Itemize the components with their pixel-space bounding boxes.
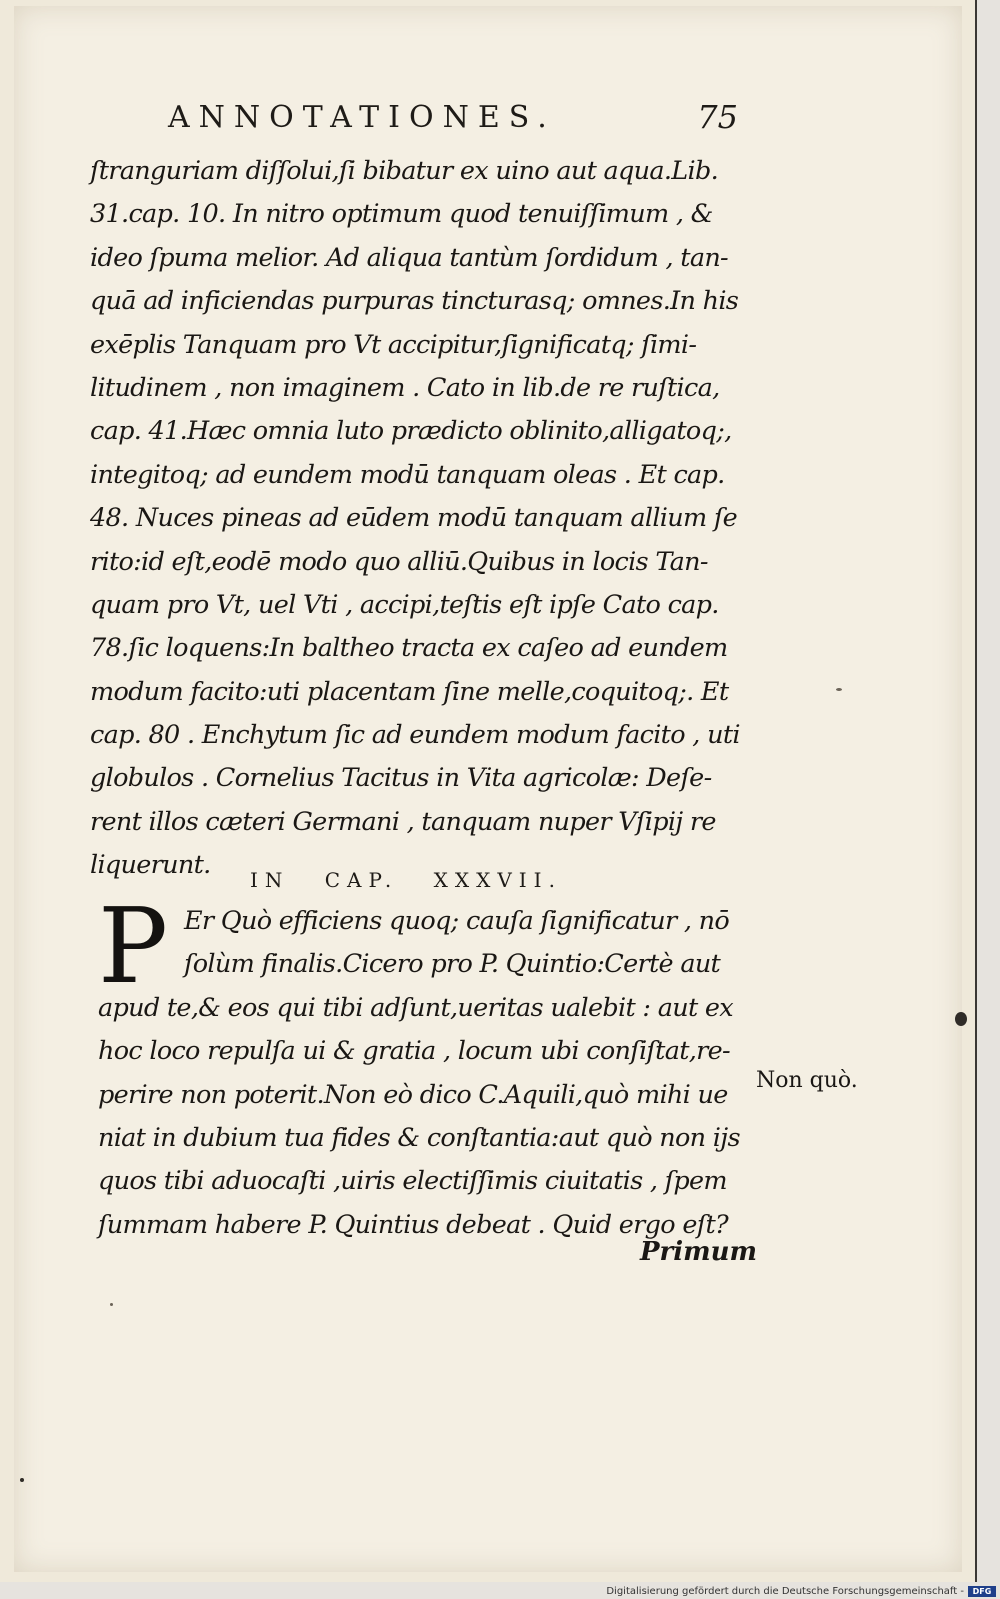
text-line: cap. 80 . Enchytum ſic ad eundem modum facito , uti bbox=[90, 720, 740, 751]
text-line: Er Quò efficiens quoq; cauſa ſignificatur , nō bbox=[184, 906, 730, 936]
text-line: globulos . Cornelius Tacitus in Vita agricolæ: Deſe- bbox=[90, 763, 712, 794]
text-line: apud te,& eos qui tibi adſunt,ueritas ualebit : aut ex bbox=[98, 992, 733, 1023]
text-line: exēplis Tanquam pro Vt accipitur,ſignificatq; ſimi- bbox=[90, 329, 697, 360]
text-line: hoc loco repulſa ui & gratia , locum ubi conſiſtat,re- bbox=[98, 1036, 730, 1067]
text-line: modum facito:uti placentam ſine melle,coquitoq;. Et bbox=[90, 676, 729, 707]
page-header bbox=[168, 100, 738, 140]
ink-speck bbox=[20, 1478, 24, 1482]
text-line: ſummam habere P. Quintius debeat . Quid ergo eſt? bbox=[98, 1209, 728, 1240]
footer-text: Digitalisierung gefördert durch die Deutsche Forschungsgemeinschaft - bbox=[606, 1586, 964, 1597]
dfg-logo: DFG bbox=[968, 1586, 996, 1597]
text-line: 78.ſic loquens:In baltheo tracta ex caſeo ad eundem bbox=[90, 633, 728, 664]
text-line: quā ad inficiendas purpuras tincturasq; omnes.In his bbox=[90, 286, 739, 317]
text-line: integitoq; ad eundem modū tanquam oleas . Et cap. bbox=[90, 459, 725, 490]
digitization-footer bbox=[606, 1586, 996, 1597]
page-number: 75 bbox=[697, 98, 738, 136]
text-line: rito:id eſt,eodē modo quo alliū.Quibus in locis Tan- bbox=[90, 546, 708, 577]
catchword: Primum bbox=[640, 1237, 758, 1267]
text-line: litudinem , non imaginem . Cato in lib.de re ruſtica, bbox=[90, 372, 720, 403]
ink-speck bbox=[955, 1012, 967, 1026]
text-line: perire non poterit.Non eò dico C.Aquili,quò mihi ue bbox=[98, 1079, 728, 1110]
text-line: 31.cap. 10. In nitro optimum quod tenuiſſimum , & bbox=[90, 199, 713, 230]
text-line: ideo ſpuma melior. Ad aliqua tantùm ſordidum , tan- bbox=[90, 242, 728, 273]
text-line: quos tibi aduocaſti ,uiris electiſſimis ciuitatis , ſpem bbox=[98, 1166, 727, 1197]
marginal-note: Non quò. bbox=[756, 1068, 858, 1093]
text-line: niat in dubium tua fides & conſtantia:aut quò non ijs bbox=[98, 1122, 740, 1153]
ink-speck bbox=[836, 688, 842, 691]
text-line: 48. Nuces pineas ad eūdem modū tanquam allium ſe bbox=[90, 503, 737, 534]
running-head: ANNOTATIONES. bbox=[168, 100, 556, 135]
text-line: liquerunt. bbox=[90, 850, 211, 881]
ink-speck bbox=[110, 1303, 113, 1306]
section-text-block bbox=[98, 885, 758, 1247]
text-line: cap. 41.Hæc omnia luto prædicto oblinito,alligatoq;, bbox=[90, 416, 732, 447]
text-line: rent illos cæteri Germani , tanquam nuper Vſipij re bbox=[90, 806, 716, 837]
drop-cap: P bbox=[98, 885, 168, 1007]
text-line: ſtranguriam diſſolui,ſi bibatur ex uino aut aqua.Lib. bbox=[90, 156, 718, 186]
text-line: quam pro Vt, uel Vti , accipi,teſtis eſt ipſe Cato cap. bbox=[90, 589, 719, 620]
main-text-block bbox=[90, 150, 750, 888]
text-line: ſolùm finalis.Cicero pro P. Quintio:Certè aut bbox=[184, 949, 721, 980]
section-heading: IN CAP. XXXVII. bbox=[250, 868, 562, 892]
